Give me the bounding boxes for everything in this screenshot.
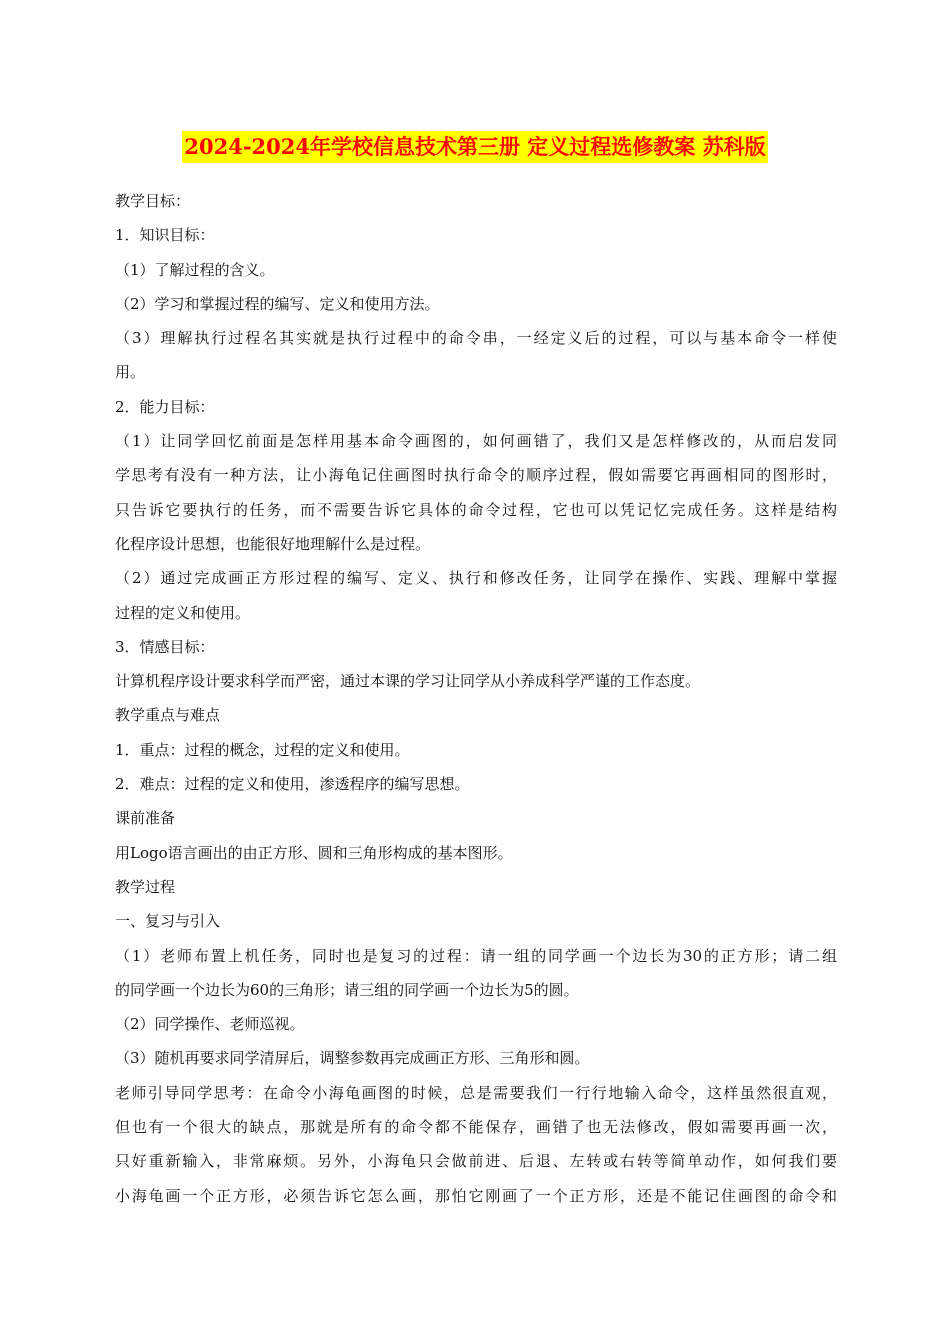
text-line: （2）通过完成画正方形过程的编写、定义、执行和修改任务，让同学在操作、实践、理解中掌握: [115, 569, 837, 588]
document-title: 2024-2024年学校信息技术第三册 定义过程选修教案 苏科版: [182, 131, 767, 163]
text-line: （1）了解过程的含义。: [115, 260, 275, 279]
text-line: 用。: [115, 363, 146, 382]
text-line: 的同学画一个边长为60的三角形；请三组的同学画一个边长为5的圆。: [115, 980, 579, 999]
text-line: （3）随机再要求同学清屏后，调整参数再完成画正方形、三角形和圆。: [115, 1049, 590, 1068]
text-line: 用Logo语言画出的由正方形、圆和三角形构成的基本图形。: [115, 843, 513, 862]
text-line: 3．情感目标：: [115, 637, 215, 656]
text-line: （3）理解执行过程名其实就是执行过程中的命令串，一经定义后的过程，可以与基本命令一样使: [115, 329, 837, 348]
text-line: 过程的定义和使用。: [115, 603, 251, 622]
text-line: 2．能力目标：: [115, 397, 215, 416]
text-line: 教学重点与难点: [115, 706, 221, 725]
text-line: （1）让同学回忆前面是怎样用基本命令画图的，如何画错了，我们又是怎样修改的，从而启发同: [115, 432, 837, 451]
text-line: （1）老师布置上机任务，同时也是复习的过程：请一组的同学画一个边长为30的正方形；请二组: [115, 946, 837, 965]
document-body: [115, 184, 837, 1213]
text-line: 教学目标：: [115, 192, 191, 210]
text-line: 化程序设计思想，也能很好地理解什么是过程。: [115, 534, 431, 553]
title-container: [0, 131, 950, 163]
text-line: 但也有一个很大的缺点，那就是所有的命令都不能保存，画错了也无法修改，假如需要再画一次，: [115, 1118, 837, 1137]
text-line: 课前准备: [115, 809, 176, 828]
text-line: 只好重新输入，非常麻烦。另外，小海龟只会做前进、后退、左转或右转等简单动作，如何我们要: [115, 1152, 837, 1171]
text-line: 1．知识目标：: [115, 226, 215, 245]
text-line: 一、复习与引入: [115, 912, 221, 931]
text-line: 教学过程: [115, 877, 176, 896]
text-line: 2．难点：过程的定义和使用，渗透程序的编写思想。: [115, 775, 470, 794]
text-line: 只告诉它要执行的任务，而不需要告诉它具体的命令过程，它也可以凭记忆完成任务。这样是结构: [115, 500, 837, 519]
text-line: 小海龟画一个正方形，必须告诉它怎么画，那怕它刚画了一个正方形，还是不能记住画图的命令和: [115, 1186, 837, 1205]
text-line: （2）同学操作、老师巡视。: [115, 1015, 305, 1034]
text-line: 老师引导同学思考：在命令小海龟画图的时候，总是需要我们一行行地输入命令，这样虽然很直观，: [115, 1083, 837, 1102]
text-line: （2）学习和掌握过程的编写、定义和使用方法。: [115, 294, 440, 313]
text-line: 1．重点：过程的概念，过程的定义和使用。: [115, 740, 410, 759]
text-line: 学思考有没有一种方法，让小海龟记住画图时执行命令的顺序过程，假如需要它再画相同的图形时，: [115, 466, 837, 485]
text-line: 计算机程序设计要求科学而严密，通过本课的学习让同学从小养成科学严谨的工作态度。: [115, 672, 701, 691]
